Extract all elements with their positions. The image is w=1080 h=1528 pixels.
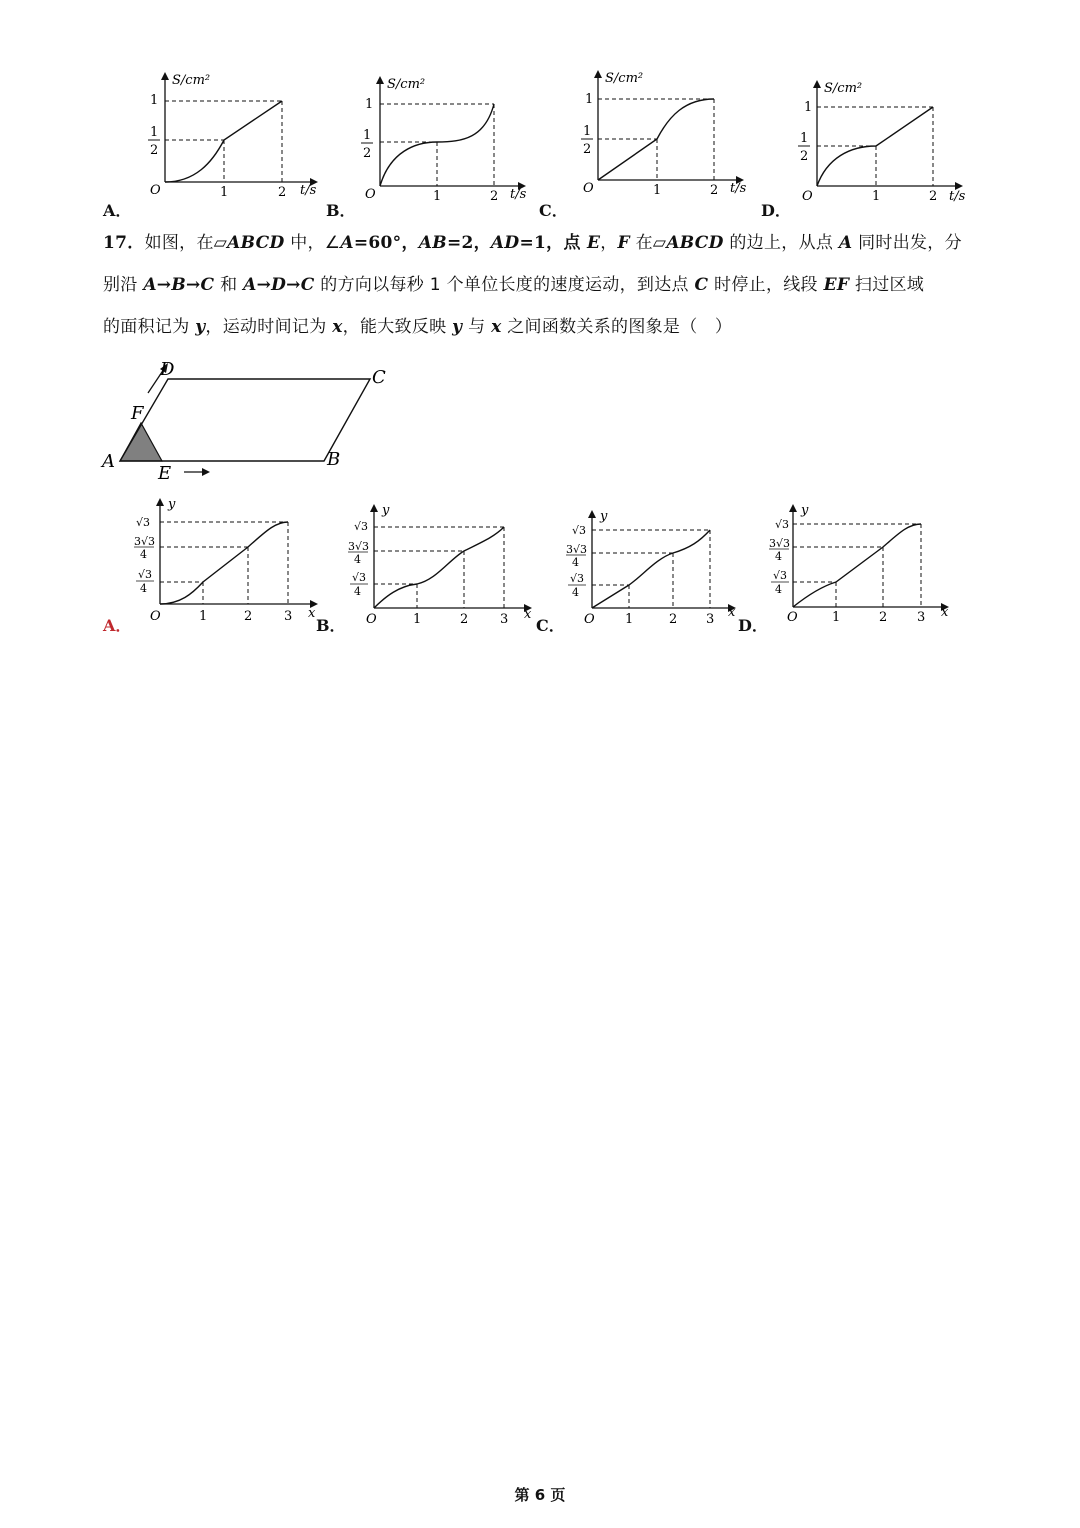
svg-text:√3: √3 bbox=[773, 569, 788, 582]
q16-option-d-label[interactable]: D． bbox=[761, 201, 791, 220]
svg-text:3: 3 bbox=[917, 610, 926, 625]
svg-text:t/s: t/s bbox=[510, 187, 527, 202]
svg-text:2: 2 bbox=[669, 612, 678, 627]
q16-graph-d bbox=[792, 76, 972, 216]
svg-text:1: 1 bbox=[150, 93, 159, 108]
svg-text:t/s: t/s bbox=[300, 183, 317, 198]
svg-text:1: 1 bbox=[363, 128, 372, 143]
svg-text:√3: √3 bbox=[572, 524, 587, 537]
svg-text:t/s: t/s bbox=[949, 189, 966, 204]
svg-text:B: B bbox=[327, 449, 341, 470]
svg-text:1: 1 bbox=[583, 124, 592, 139]
svg-text:2: 2 bbox=[278, 185, 287, 200]
svg-text:x: x bbox=[308, 606, 316, 621]
svg-text:O: O bbox=[150, 183, 161, 198]
svg-text:1: 1 bbox=[365, 97, 374, 112]
svg-text:2: 2 bbox=[583, 142, 592, 157]
svg-text:1: 1 bbox=[150, 125, 159, 140]
svg-text:√3: √3 bbox=[775, 518, 790, 531]
svg-text:√3: √3 bbox=[352, 571, 367, 584]
svg-text:1: 1 bbox=[832, 610, 841, 625]
svg-text:2: 2 bbox=[879, 610, 888, 625]
svg-text:1: 1 bbox=[220, 185, 229, 200]
svg-text:√3: √3 bbox=[138, 568, 153, 581]
q17-line-2: 别沿 A→B→C 和 A→D→C 的方向以每秒 1 个单位长度的速度运动，到达点 C 时停止，线段 EF 扫过区域 bbox=[103, 275, 925, 295]
svg-text:3: 3 bbox=[500, 612, 509, 627]
q17-line-3: 的面积记为 y，运动时间记为 x，能大致反映 y 与 x 之间函数关系的图象是（ ） bbox=[103, 317, 733, 337]
svg-text:2: 2 bbox=[460, 612, 469, 627]
svg-text:y: y bbox=[600, 509, 608, 524]
svg-text:3√3: 3√3 bbox=[566, 543, 588, 556]
svg-text:O: O bbox=[802, 189, 813, 204]
svg-text:√3: √3 bbox=[570, 572, 585, 585]
svg-text:4: 4 bbox=[775, 583, 782, 596]
svg-text:1: 1 bbox=[585, 92, 594, 107]
svg-text:O: O bbox=[366, 612, 377, 627]
svg-text:1: 1 bbox=[872, 189, 881, 204]
q17-option-d-label[interactable]: D． bbox=[738, 616, 768, 635]
svg-text:3√3: 3√3 bbox=[134, 535, 156, 548]
svg-text:2: 2 bbox=[710, 183, 719, 198]
svg-text:C: C bbox=[372, 367, 386, 388]
q16-option-b-label[interactable]: B． bbox=[326, 201, 356, 220]
svg-text:y: y bbox=[382, 503, 390, 518]
svg-text:D: D bbox=[160, 359, 175, 380]
svg-text:4: 4 bbox=[140, 548, 147, 561]
q17-option-a-label[interactable]: A． bbox=[103, 616, 132, 635]
svg-text:2: 2 bbox=[363, 146, 372, 161]
svg-text:t/s: t/s bbox=[730, 181, 747, 196]
q16-option-a-label[interactable]: A． bbox=[103, 201, 132, 220]
q17-b-curve bbox=[374, 527, 504, 608]
svg-text:3√3: 3√3 bbox=[348, 540, 370, 553]
svg-text:y: y bbox=[801, 503, 809, 518]
svg-text:O: O bbox=[787, 610, 798, 625]
q17-option-b-label[interactable]: B． bbox=[316, 616, 346, 635]
svg-text:2: 2 bbox=[150, 143, 159, 158]
svg-text:1: 1 bbox=[625, 612, 634, 627]
q17-parallelogram-figure bbox=[98, 355, 398, 485]
svg-text:O: O bbox=[584, 612, 595, 627]
svg-text:4: 4 bbox=[354, 553, 361, 566]
svg-text:3: 3 bbox=[284, 609, 293, 624]
svg-text:1: 1 bbox=[804, 100, 813, 115]
svg-text:E: E bbox=[158, 463, 172, 484]
q17-graph-c bbox=[562, 506, 757, 636]
svg-text:2: 2 bbox=[929, 189, 938, 204]
svg-text:S/cm²: S/cm² bbox=[172, 73, 211, 88]
q17-c-curve bbox=[592, 530, 710, 608]
svg-text:x: x bbox=[728, 605, 736, 620]
q16-option-c-label[interactable]: C． bbox=[539, 201, 568, 220]
svg-text:x: x bbox=[524, 607, 532, 622]
svg-text:2: 2 bbox=[244, 609, 253, 624]
svg-text:2: 2 bbox=[800, 149, 809, 164]
q16-graph-a bbox=[140, 68, 320, 208]
svg-text:y: y bbox=[168, 497, 176, 512]
svg-text:3√3: 3√3 bbox=[769, 537, 791, 550]
svg-text:3: 3 bbox=[706, 612, 715, 627]
svg-text:O: O bbox=[365, 187, 376, 202]
svg-text:1: 1 bbox=[800, 131, 809, 146]
svg-text:1: 1 bbox=[199, 609, 208, 624]
svg-text:S/cm²: S/cm² bbox=[605, 71, 644, 86]
q17-d-curve bbox=[793, 524, 921, 607]
svg-text:S/cm²: S/cm² bbox=[387, 77, 426, 92]
q17-a-curve bbox=[160, 522, 288, 604]
swept-triangle bbox=[120, 423, 162, 461]
svg-text:x: x bbox=[941, 605, 949, 620]
svg-text:4: 4 bbox=[140, 582, 147, 595]
svg-text:S/cm²: S/cm² bbox=[824, 81, 863, 96]
svg-text:O: O bbox=[150, 609, 161, 624]
svg-text:4: 4 bbox=[572, 556, 579, 569]
svg-text:4: 4 bbox=[775, 550, 782, 563]
svg-text:F: F bbox=[131, 403, 144, 424]
svg-text:√3: √3 bbox=[354, 520, 369, 533]
q17-option-c-label[interactable]: C． bbox=[536, 616, 565, 635]
q17-graph-d bbox=[763, 500, 963, 635]
q17-question-text bbox=[103, 222, 983, 348]
svg-text:2: 2 bbox=[490, 189, 499, 204]
svg-text:1: 1 bbox=[653, 183, 662, 198]
svg-text:4: 4 bbox=[572, 586, 579, 599]
q17-line-1: 17．如图，在▱ABCD 中，∠A=60°，AB=2，AD=1，点 E，F 在▱ABCD 的边上，从点 A 同时出发，分 bbox=[103, 233, 962, 253]
svg-text:4: 4 bbox=[354, 585, 361, 598]
svg-text:1: 1 bbox=[433, 189, 442, 204]
page-number-footer: 第 6 页 bbox=[514, 1486, 566, 1504]
q16-graph-b bbox=[355, 72, 535, 212]
svg-text:1: 1 bbox=[413, 612, 422, 627]
svg-text:A: A bbox=[102, 451, 115, 472]
q17-graph-a bbox=[130, 494, 325, 629]
q17-graph-b bbox=[344, 500, 539, 635]
svg-text:√3: √3 bbox=[136, 516, 151, 529]
svg-text:O: O bbox=[583, 181, 594, 196]
q16-graph-c bbox=[573, 66, 753, 206]
